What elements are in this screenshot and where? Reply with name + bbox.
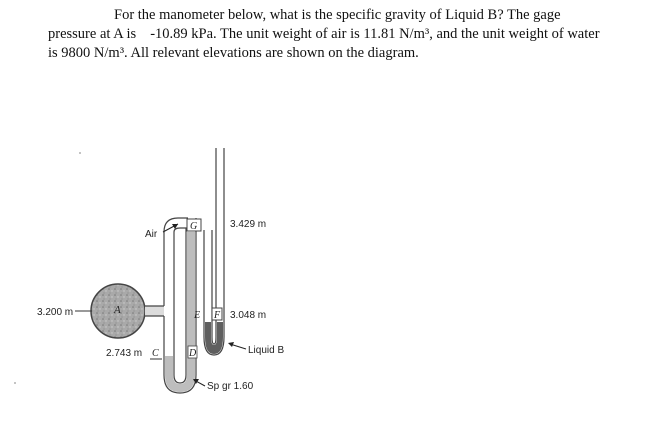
point-d-label: D [189, 348, 197, 359]
point-e-label: E [194, 310, 201, 321]
scan-speck [14, 382, 16, 384]
bottom-u-inner [174, 375, 186, 383]
liquid-b-bend-inner [212, 337, 216, 344]
point-g-label: G [190, 221, 198, 232]
left-leg-fluid [165, 356, 173, 376]
problem-line-1: For the manometer below, what is the specific gravity of Liquid B? The gage [114, 7, 561, 23]
problem-line-2-end: -10.89 kPa. The unit weight of air is 11.81 N/m³, and the unit weight of water [150, 26, 600, 42]
elevation-a-label: 3.200 m [37, 307, 74, 318]
sp-gr-label: Sp gr 1.60 [207, 381, 254, 392]
liquid-b-label: Liquid B [248, 345, 285, 356]
point-a-label: A [114, 304, 121, 316]
point-f-label: F [214, 310, 221, 321]
liquid-b-fluid [205, 322, 223, 354]
problem-line-3: is 9800 N/m³. All relevant elevations are shown on the diagram. [48, 45, 419, 61]
elevation-c-label: 2.743 m [106, 348, 143, 359]
problem-line-2-start: pressure at A is [48, 26, 137, 42]
elevation-f-label: 3.048 m [230, 310, 267, 321]
scan-speck [79, 152, 81, 154]
elevation-g-label: 3.429 m [230, 219, 267, 230]
point-c-label: C [152, 348, 159, 359]
connector-pipe-fill [145, 306, 164, 316]
air-label: Air [145, 229, 158, 240]
